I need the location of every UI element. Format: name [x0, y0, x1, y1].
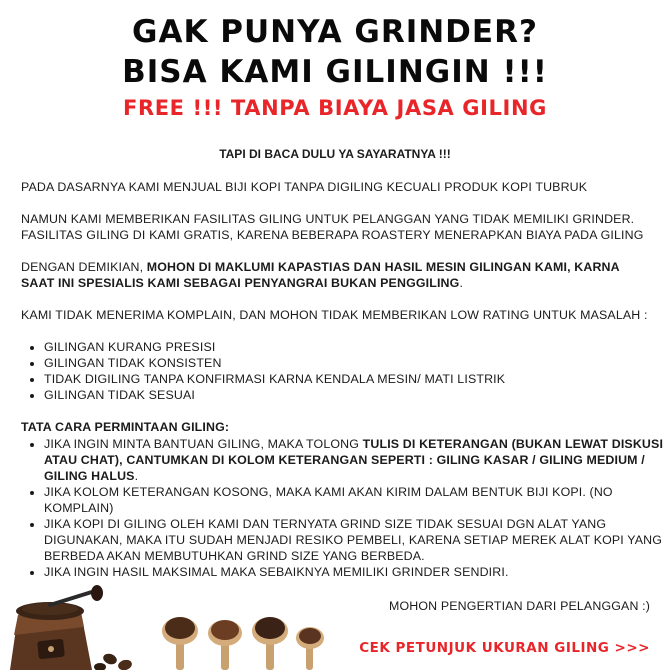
procedure-title: TATA CARA PERMINTAAN GILING: — [21, 420, 230, 434]
spoon-fine — [252, 617, 288, 670]
grind-size-guide-link[interactable]: CEK PETUNJUK UKURAN GILING >>> — [359, 640, 650, 656]
read-first-note: TAPI DI BACA DULU YA SAYARATNYA !!! — [219, 147, 451, 161]
list-item: • GILINGAN TIDAK SESUAI — [44, 387, 664, 403]
paragraph-capacity — [21, 259, 651, 291]
list-item: • GILINGAN TIDAK KONSISTEN — [44, 355, 664, 371]
coffee-grinder-icon — [0, 585, 150, 670]
paragraph-no-complaint: KAMI TIDAK MENERIMA KOMPLAIN, DAN MOHON TIDAK MEMBERIKAN LOW RATING UNTUK MASALAH : — [21, 308, 648, 322]
paragraph-capacity-start: DENGAN DEMIKIAN, — [21, 260, 147, 274]
paragraph-capacity-end: . — [459, 276, 464, 290]
complaint-list — [21, 339, 664, 403]
list-item: • JIKA INGIN HASIL MAKSIMAL MAKA SEBAIKNYA MEMILIKI GRINDER SENDIRI. — [44, 564, 664, 580]
list-item: • TIDAK DIGILING TANPA KONFIRMASI KARNA KENDALA MESIN/ MATI LISTRIK — [44, 371, 664, 387]
list-item — [44, 436, 664, 484]
closing-text: MOHON PENGERTIAN DARI PELANGGAN :) — [389, 599, 650, 613]
list-item: • JIKA KOLOM KETERANGAN KOSONG, MAKA KAMI AKAN KIRIM DALAM BENTUK BIJI KOPI. (NO KOMPLAIN) — [44, 484, 664, 516]
headline-line-1: GAK PUNYA GRINDER? — [132, 14, 538, 50]
procedure-item-1-bold: TULIS DI KETERANGAN (BUKAN LEWAT DISKUSI ATAU CHAT), CANTUMKAN DI KOLOM KETERANGAN SEPERTI : GILING KASAR / GILING MEDIUM / GILING HALUS — [44, 437, 664, 483]
procedure-list — [21, 436, 664, 580]
list-item: • GILINGAN KURANG PRESISI — [44, 339, 664, 355]
headline-line-2: BISA KAMI GILINGIN !!! — [122, 54, 548, 90]
procedure-item-1-start: JIKA INGIN MINTA BANTUAN GILING, MAKA TOLONG — [44, 437, 363, 451]
paragraph-facility: NAMUN KAMI MEMBERIKAN FASILITAS GILING UNTUK PELANGGAN YANG TIDAK MEMILIKI GRINDER. FASILITAS GILING DI KAMI GRATIS, KARENA BEBERAPA ROASTERY MENERAPKAN BIAYA PADA GILING — [21, 212, 644, 242]
coffee-spoons-icon — [160, 605, 330, 670]
spoon-medium — [208, 620, 242, 670]
free-subheadline: FREE !!! TANPA BIAYA JASA GILING — [123, 96, 547, 120]
spoon-coarse — [162, 617, 198, 670]
list-item: • JIKA KOPI DI GILING OLEH KAMI DAN TERNYATA GRIND SIZE TIDAK SESUAI DGN ALAT YANG DIGUNAKAN, MAKA ITU SUDAH MENJADI RESIKO PEMBELI, KARENA SETIAP MEREK ALAT KOPI YANG BERBEDA AKAN MEMBUTUHKAN GRIND SIZE YANG BERBEDA. — [44, 516, 664, 564]
paragraph-capacity-bold: MOHON DI MAKLUMI KAPASTIAS DAN HASIL MESIN GILINGAN KAMI, KARNA SAAT INI SPESIALIS KAMI SEBAGAI PENYANGRAI BUKAN PENGGILING — [21, 260, 620, 290]
procedure-item-1-end: . — [134, 469, 139, 483]
paragraph-intro: PADA DASARNYA KAMI MENJUAL BIJI KOPI TANPA DIGILING KECUALI PRODUK KOPI TUBRUK — [21, 180, 588, 194]
spoon-extra — [296, 627, 324, 670]
